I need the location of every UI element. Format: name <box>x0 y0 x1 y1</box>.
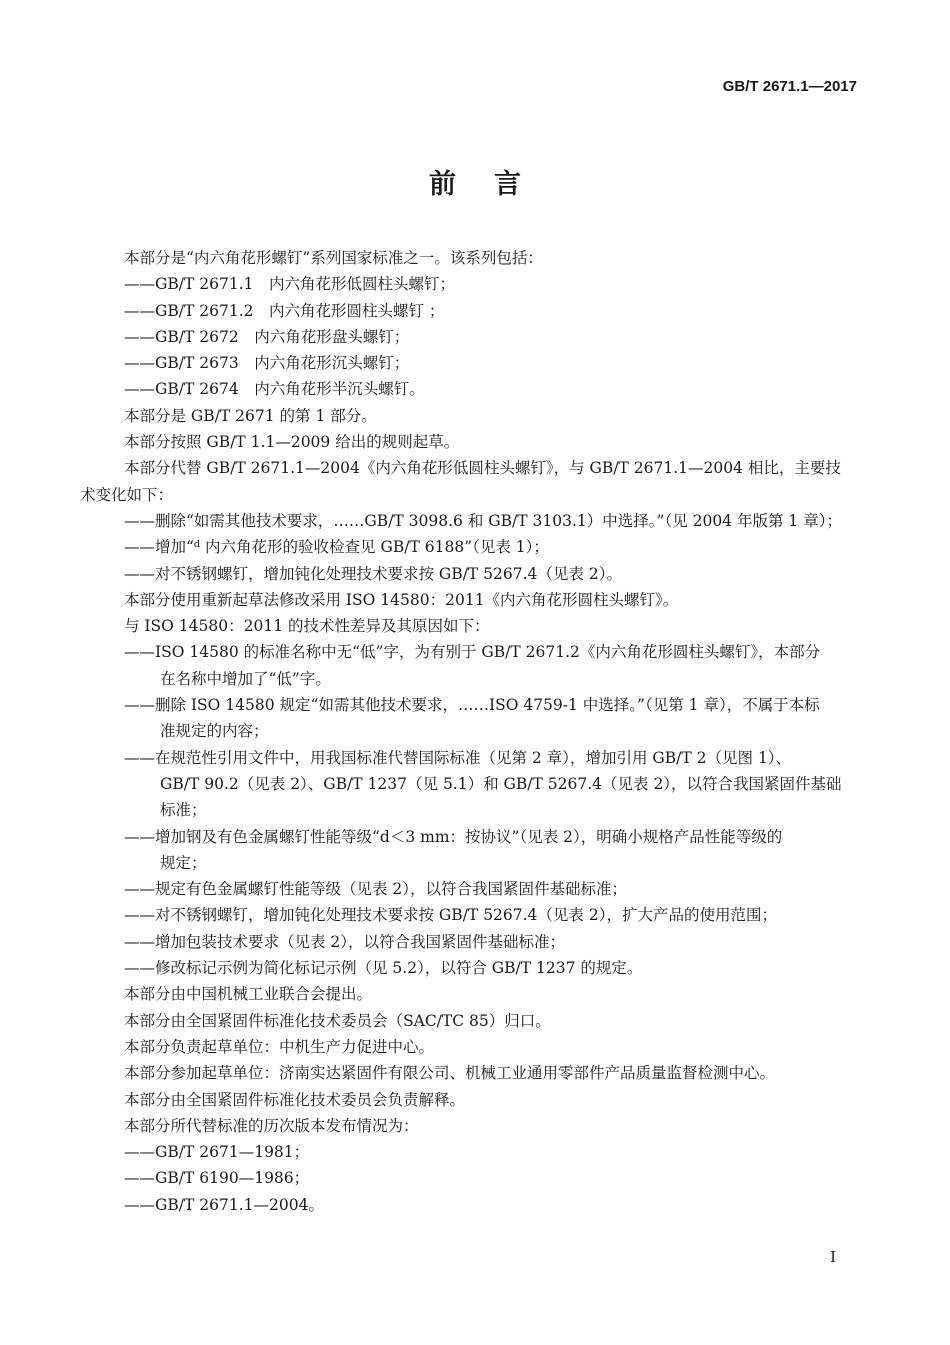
list-item: ——GB/T 2673 内六角花形沉头螺钉； <box>124 354 410 373</box>
paragraph: 本部分所代替标准的历次版本发布情况为： <box>124 1116 419 1135</box>
list-item: ——增加“ᵈ 内六角花形的验收检查见 GB/T 6188”（见表 1）； <box>124 538 549 557</box>
list-item: ——增加包装技术要求（见表 2），以符合我国紧固件基础标准； <box>124 932 566 951</box>
list-item: ——GB/T 2671.1—2004。 <box>124 1195 324 1214</box>
paragraph: 本部分负责起草单位：中机生产力促进中心。 <box>124 1037 435 1056</box>
list-item: ——GB/T 2672 内六角花形盘头螺钉； <box>124 327 410 346</box>
list-item-continuation: GB/T 90.2（见表 2）、GB/T 1237（见 5.1）和 GB/T 5267.4（见表 2），以符合我国紧固件基础 <box>160 774 842 793</box>
paragraph: 本部分是 GB/T 2671 的第 1 部分。 <box>124 406 377 425</box>
list-item: ——GB/T 2671—1981； <box>124 1143 310 1162</box>
list-item: ——在规范性引用文件中，用我国标准代替国际标准（见第 2 章），增加引用 GB/T 2（见图 1）、 <box>124 748 792 767</box>
paragraph: 与 ISO 14580：2011 的技术性差异及其原因如下： <box>124 617 490 636</box>
paragraph: 本部分由全国紧固件标准化技术委员会负责解释。 <box>124 1090 466 1109</box>
list-item: ——GB/T 6190—1986； <box>124 1169 310 1188</box>
list-item: ——修改标记示例为简化标记示例（见 5.2），以符合 GB/T 1237 的规定。 <box>124 959 643 978</box>
list-item-continuation: 标准； <box>160 801 207 820</box>
paragraph-continuation: 术变化如下： <box>80 485 174 504</box>
paragraph: 本部分使用重新起草法修改采用 ISO 14580：2011《内六角花形圆柱头螺钉》。 <box>124 590 679 609</box>
page-title: 前言 <box>429 169 559 200</box>
paragraph: 本部分参加起草单位：济南实达紧固件有限公司、机械工业通用零部件产品质量监督检测中心。 <box>124 1064 776 1083</box>
list-item: ——GB/T 2671.2 内六角花形圆柱头螺钉 ； <box>124 301 445 320</box>
list-item-continuation: 准规定的内容； <box>160 722 269 741</box>
list-item-continuation: 规定； <box>160 853 207 872</box>
paragraph: 本部分由全国紧固件标准化技术委员会（SAC/TC 85）归口。 <box>124 1011 551 1030</box>
list-item: ——ISO 14580 的标准名称中无“低”字，为有别于 GB/T 2671.2《内六角花形圆柱头螺钉》，本部分 <box>124 643 821 662</box>
list-item: ——对不锈钢螺钉，增加钝化处理技术要求按 GB/T 5267.4（见表 2）。 <box>124 564 622 583</box>
paragraph: 本部分由中国机械工业联合会提出。 <box>124 985 373 1004</box>
page-number: I <box>830 1248 836 1266</box>
paragraph: 本部分是“内六角花形螺钉”系列国家标准之一。该系列包括： <box>124 249 543 267</box>
list-item: ——GB/T 2671.1 内六角花形低圆柱头螺钉； <box>124 275 455 294</box>
document-code: GB/T 2671.1—2017 <box>722 78 857 95</box>
list-item: ——删除 ISO 14580 规定“如需其他技术要求，……ISO 4759-1 中选择。”（见第 1 章），不属于本标 <box>124 696 820 715</box>
paragraph: 本部分代替 GB/T 2671.1—2004《内六角花形低圆柱头螺钉》，与 GB/T 2671.1—2004 相比，主要技 <box>124 459 841 478</box>
paragraph: 本部分按照 GB/T 1.1—2009 给出的规则起草。 <box>124 433 460 452</box>
list-item: ——GB/T 2674 内六角花形半沉头螺钉。 <box>124 380 425 399</box>
list-item: ——规定有色金属螺钉性能等级（见表 2），以符合我国紧固件基础标准； <box>124 880 628 899</box>
list-item: ——增加钢及有色金属螺钉性能等级“d＜3 mm：按协议”（见表 2），明确小规格产品性能等级的 <box>124 827 783 846</box>
list-item: ——删除“如需其他技术要求，……GB/T 3098.6 和 GB/T 3103.1）中选择。”（见 2004 年版第 1 章）； <box>124 511 842 530</box>
foreword-body <box>80 245 870 1218</box>
list-item-continuation: 在名称中增加了“低”字。 <box>160 669 331 688</box>
list-item: ——对不锈钢螺钉，增加钝化处理技术要求按 GB/T 5267.4（见表 2），扩大产品的使用范围； <box>124 906 777 925</box>
